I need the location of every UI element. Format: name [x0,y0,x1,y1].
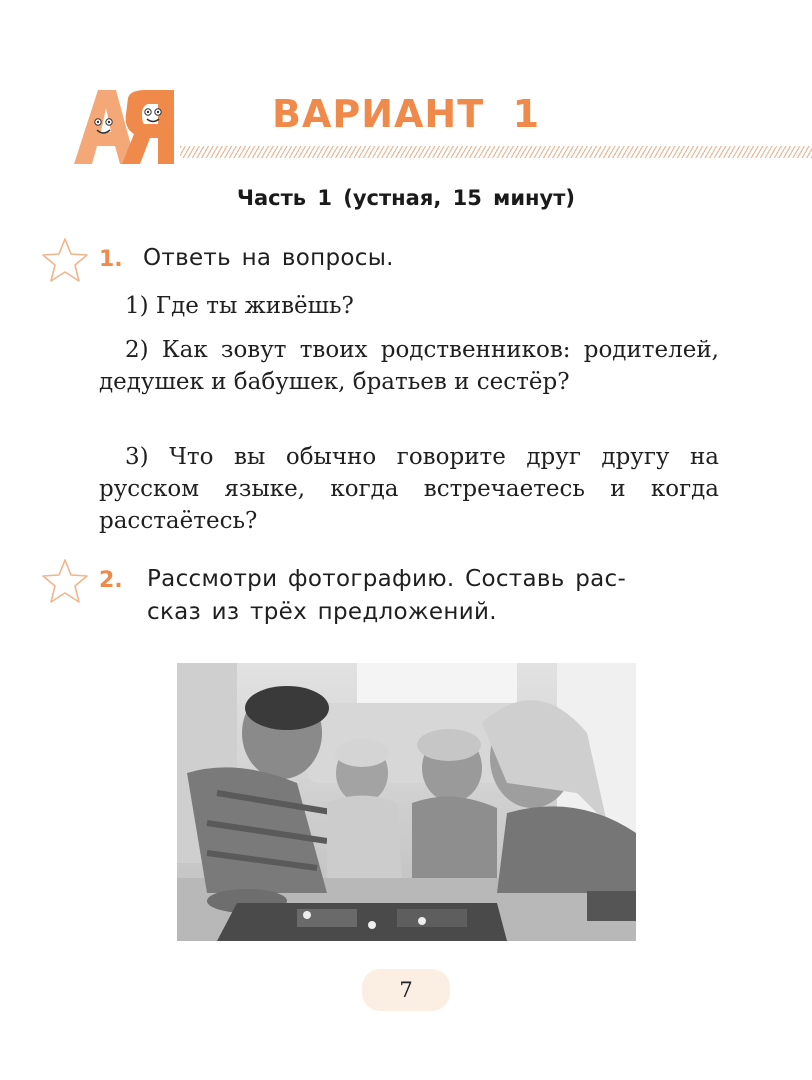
page-number: 7 [399,978,413,1002]
task-1-text: Ответь на вопросы. [143,245,394,271]
task-2-text: Рассмотри фотографию. Составь рас- сказ из трёх предложений. [147,566,627,625]
task-2-number: 2. [99,568,123,593]
question-2: 2) Как зовут твоих родственников: родителей, дедушек и бабушек, братьев и сестёр? [99,337,719,395]
star-icon [40,557,90,605]
question-1: 1) Где ты живёшь? [125,293,354,319]
star-icon [40,236,90,284]
family-photo [177,663,636,941]
task-1-number: 1. [99,247,123,272]
part-heading: Часть 1 (устная, 15 минут) [236,186,575,210]
logo-aya [70,84,180,174]
title-underline [180,146,812,158]
page-title: ВАРИАНТ 1 [272,92,541,136]
question-3: 3) Что вы обычно говорите друг другу на русском языке, когда встречаетесь и когда расстаётесь? [99,444,719,534]
